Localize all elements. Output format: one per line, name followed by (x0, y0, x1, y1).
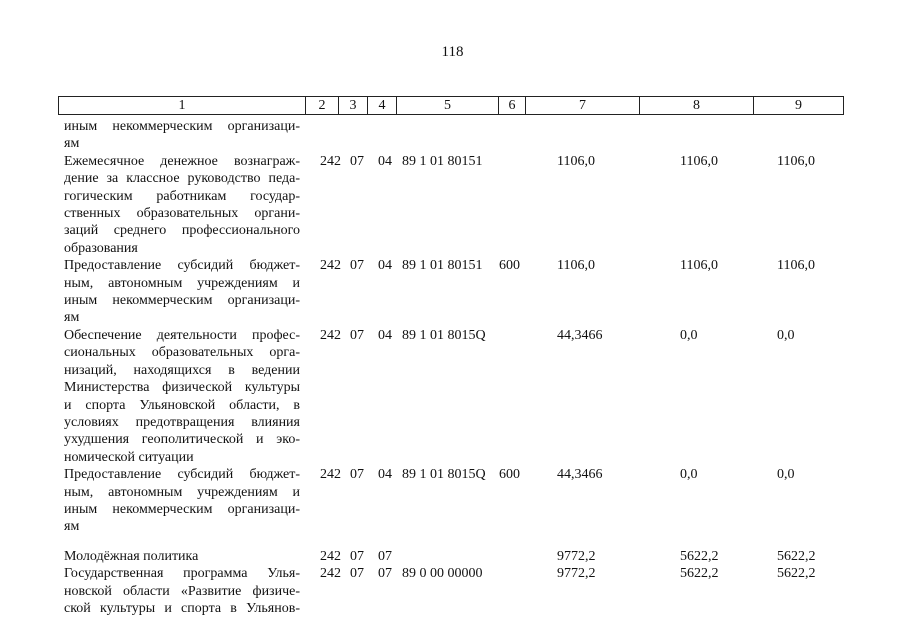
description-line: образования (64, 240, 138, 256)
description-line: ям (64, 519, 80, 535)
column-header-7: 7 (526, 97, 640, 115)
description-line: Молодёжная политика (64, 548, 199, 564)
amount-col-7: 44,3466 (557, 467, 603, 483)
column-header-1: 1 (59, 97, 306, 115)
ministry-code: 242 (320, 566, 341, 582)
target-article-code: 89 0 00 00000 (402, 566, 483, 582)
description-line: номической ситуации (64, 449, 194, 465)
amount-col-8: 0,0 (680, 327, 698, 343)
description-text (64, 327, 300, 466)
section-code: 07 (350, 548, 364, 564)
section-code: 07 (350, 258, 364, 274)
amount-col-7: 9772,2 (557, 548, 596, 564)
subsection-code: 04 (378, 153, 392, 169)
ministry-code: 242 (320, 548, 341, 564)
description-line: сиональных образовательных орга- (64, 345, 300, 361)
description-line: новской области «Развитие физиче- (64, 583, 300, 599)
description-line: иным некоммерческим организаци- (64, 119, 300, 134)
ministry-code: 242 (320, 467, 341, 483)
row-description (64, 565, 310, 617)
row-description (64, 153, 310, 257)
description-text (64, 257, 300, 327)
table-row (64, 565, 844, 617)
description-line: ям (64, 136, 80, 152)
expense-type-code: 600 (499, 258, 520, 274)
table-row (64, 327, 844, 466)
amount-col-7: 44,3466 (557, 327, 603, 343)
ministry-code: 242 (320, 258, 341, 274)
budget-table-body (64, 118, 844, 617)
row-description (64, 327, 310, 466)
column-header-4: 4 (368, 97, 397, 115)
target-article-code: 89 1 01 80151 (402, 153, 483, 169)
description-line: ям (64, 310, 80, 326)
ministry-code: 242 (320, 153, 341, 169)
description-text (64, 548, 300, 565)
table-row (64, 257, 844, 327)
column-header-9: 9 (754, 97, 844, 115)
description-line: и спорта Ульяновской области, в (64, 397, 300, 413)
description-text (64, 118, 300, 153)
description-text (64, 153, 300, 257)
amount-col-8: 1106,0 (680, 153, 718, 169)
target-article-code: 89 1 01 8015Q (402, 467, 486, 483)
subsection-code: 04 (378, 327, 392, 343)
description-line: низаций, находящихся в ведении (64, 362, 300, 378)
column-header-8: 8 (640, 97, 754, 115)
section-code: 07 (350, 153, 364, 169)
row-description (64, 118, 310, 153)
section-code: 07 (350, 566, 364, 582)
description-line: заций среднего профессионального (64, 223, 300, 239)
amount-col-7: 1106,0 (557, 153, 595, 169)
amount-col-9: 1106,0 (777, 153, 815, 169)
column-header-table (58, 96, 844, 115)
amount-col-8: 0,0 (680, 467, 698, 483)
row-description (64, 257, 310, 327)
subsection-code: 07 (378, 566, 392, 582)
expense-type-code: 600 (499, 467, 520, 483)
subsection-code: 04 (378, 258, 392, 274)
column-header-3: 3 (339, 97, 368, 115)
amount-col-9: 0,0 (777, 467, 795, 483)
description-line: Предоставление субсидий бюджет- (64, 258, 300, 274)
ministry-code: 242 (320, 327, 341, 343)
amount-col-7: 1106,0 (557, 258, 595, 274)
row-description (64, 466, 310, 536)
section-code: 07 (350, 327, 364, 343)
description-line: Обеспечение деятельности профес- (64, 327, 300, 343)
amount-col-9: 5622,2 (777, 566, 816, 582)
description-line: гогическим работникам государ- (64, 188, 300, 204)
subsection-code: 07 (378, 548, 392, 564)
description-line: иным некоммерческим организаци- (64, 293, 300, 309)
description-line: дение за классное руководство педа- (64, 171, 300, 187)
table-row (64, 466, 844, 536)
column-header-6: 6 (499, 97, 526, 115)
row-description (64, 548, 310, 565)
amount-col-8: 1106,0 (680, 258, 718, 274)
description-line: ным, автономным учреждениям и (64, 275, 300, 291)
target-article-code: 89 1 01 80151 (402, 258, 483, 274)
description-line: Государственная программа Улья- (64, 566, 300, 582)
amount-col-9: 0,0 (777, 327, 795, 343)
description-line: Ежемесячное денежное вознаграж- (64, 153, 300, 169)
description-line: Предоставление субсидий бюджет- (64, 467, 300, 483)
amount-col-8: 5622,2 (680, 548, 719, 564)
column-header-2: 2 (306, 97, 339, 115)
description-text (64, 466, 300, 536)
target-article-code: 89 1 01 8015Q (402, 327, 486, 343)
amount-col-7: 9772,2 (557, 566, 596, 582)
description-line: ухудшения геополитической и эко- (64, 432, 300, 448)
subsection-code: 04 (378, 467, 392, 483)
amount-col-8: 5622,2 (680, 566, 719, 582)
description-line: ственных образовательных органи- (64, 206, 300, 222)
table-row (64, 153, 844, 257)
table-row (64, 118, 844, 153)
column-header-5: 5 (397, 97, 499, 115)
column-header-row (59, 97, 844, 115)
description-line: условиях предотвращения влияния (64, 414, 300, 430)
amount-col-9: 1106,0 (777, 258, 815, 274)
description-text (64, 565, 300, 617)
description-line: ской культуры и спорта в Ульянов- (64, 600, 300, 616)
table-row (64, 548, 844, 565)
amount-col-9: 5622,2 (777, 548, 816, 564)
page-number: 118 (441, 44, 464, 60)
section-code: 07 (350, 467, 364, 483)
description-line: Министерства физической культуры (64, 380, 300, 396)
description-line: ным, автономным учреждениям и (64, 484, 300, 500)
description-line: иным некоммерческим организаци- (64, 501, 300, 517)
